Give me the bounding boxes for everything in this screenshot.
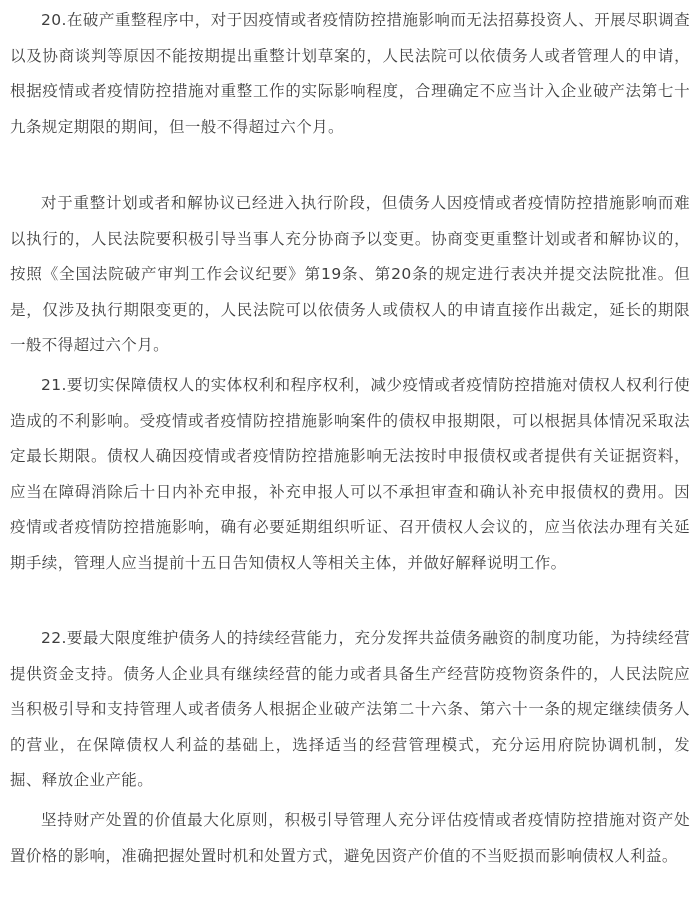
paragraph-22-continued: 坚持财产处置的价值最大化原则，积极引导管理人充分评估疫情或者疫情防控措施对资产处置价格的影响，准确把握处置时机和处置方式，避免因资产价值的不当贬损而影响债权人利益。 bbox=[10, 811, 690, 865]
paragraph-21: 21.要切实保障债权人的实体权利和程序权利，减少疫情或者疫情防控措施对债权人权利行使造成的不利影响。受疫情或者疫情防控措施影响案件的债权申报期限，可以根据具体情况采取法定最长期限。债权人确因疫情或者疫情防控措施影响无法按时申报债权或者提供有关证据资料，应当在障碍消除后十日内补充申报，补充申报人可以不承担审查和确认补充申报债权的费用。因疫情或者疫情防控措施影响，确有必要延期组织听证、召开债权人会议的，应当依法办理有关延期手续，管理人应当提前十五日告知债权人等相关主体，并做好解释说明工作。 bbox=[10, 376, 690, 572]
paragraph-20: 20.在破产重整程序中，对于因疫情或者疫情防控措施影响而无法招募投资人、开展尽职调查以及协商谈判等原因不能按期提出重整计划草案的，人民法院可以依债务人或者管理人的申请，根据疫情或者疫情防控措施对重整工作的实际影响程度，合理确定不应当计入企业破产法第七十九条规定期限的期间，但一般不得超过六个月。 bbox=[10, 11, 690, 136]
paragraph-22: 22.要最大限度维护债务人的持续经营能力，充分发挥共益债务融资的制度功能，为持续经营提供资金支持。债务人企业具有继续经营的能力或者具备生产经营防疫物资条件的，人民法院应当积极引导和支持管理人或者债务人根据企业破产法第二十六条、第六十一条的规定继续债务人的营业，在保障债权人利益的基础上，选择适当的经营管理模式，充分运用府院协调机制，发掘、释放企业产能。 bbox=[10, 629, 690, 789]
paragraph-20-continued: 对于重整计划或者和解协议已经进入执行阶段，但债务人因疫情或者疫情防控措施影响而难以执行的，人民法院要积极引导当事人充分协商予以变更。协商变更重整计划或者和解协议的，按照《全国法院破产审判工作会议纪要》第19条、第20条的规定进行表决并提交法院批准。但是，仅涉及执行期限变更的，人民法院可以依债务人或债权人的申请直接作出裁定，延长的期限一般不得超过六个月。 bbox=[10, 194, 690, 354]
